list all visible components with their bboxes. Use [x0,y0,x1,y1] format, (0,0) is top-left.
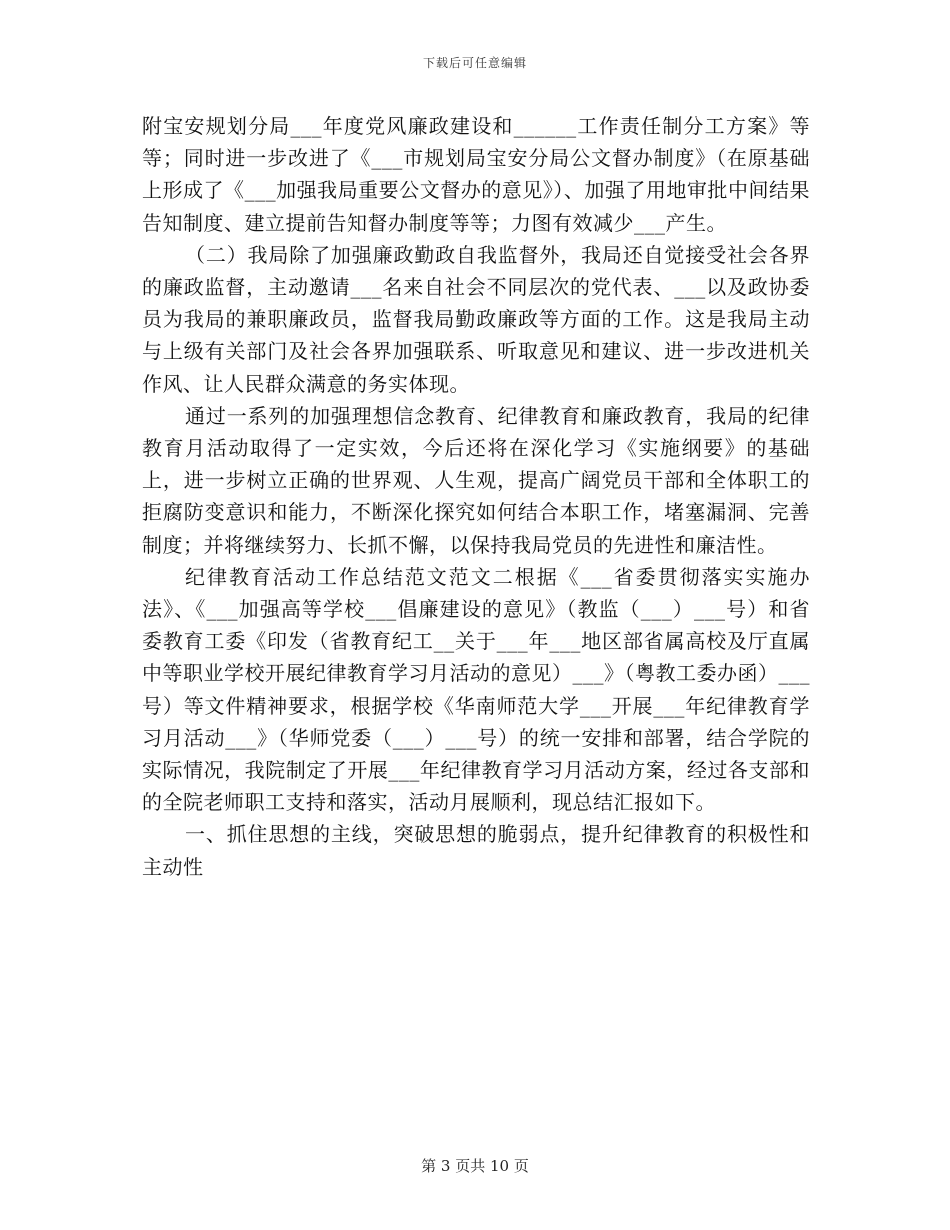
paragraph-continuation: 附宝安规划分局___年度党风廉政建设和______工作责任制分工方案》等等；同时进一步改进了《___市规划局宝安分局公文督办制度》（在原基础上形成了《___加强我局重要公文督办的意见》）、加强了用地审批中间结果告知制度、建立提前告知督办制度等等；力图有效减少___产生。 [142,114,810,235]
paragraph-supervision: （二）我局除了加强廉政勤政自我监督外，我局还自觉接受社会各界的廉政监督，主动邀请___名来自社会不同层次的党代表、___以及政协委员为我局的兼职廉政员，监督我局勤政廉政等方面的工作。这是我局主动与上级有关部门及社会各界加强联系、听取意见和建议、进一步改进机关作风、让人民群众满意的务实体现。 [142,242,810,396]
paragraph-sample-two: 纪律教育活动工作总结范文范文二根据《___省委贯彻落实实施办法》、《___加强高等学校___倡廉建设的意见》（教监（___）___号）和省委教育工委《印发（省教育纪工__关于___年___地区部省属高校及厅直属中等职业学校开展纪律教育学习月活动的意见）___》（粤教工委办函）___号）等文件精神要求，根据学校《华南师范大学___开展___年纪律教育学习月活动___》（华师党委（___）___号）的统一安排和部署，结合学院的实际情况，我院制定了开展___年纪律教育学习月活动方案，经过各支部和的全院老师职工支持和落实，活动月展顺利，现总结汇报如下。 [142,564,810,815]
page-header: 下载后可任意编辑 [422,56,527,70]
page-number: 第 3 页共 10 页 [421,1157,529,1175]
paragraph-section-heading: 一、抓住思想的主线，突破思想的脆弱点，提升纪律教育的积极性和主动性 [142,822,810,879]
document-body [142,110,810,883]
paragraph-conclusion: 通过一系列的加强理想信念教育、纪律教育和廉政教育，我局的纪律教育月活动取得了一定实效，今后还将在深化学习《实施纲要》的基础上，进一步树立正确的世界观、人生观，提高广阔党员干部和全体职工的拒腐防变意识和能力，不断深化探究如何结合本职工作，堵塞漏洞、完善制度；并将继续努力、长抓不懈，以保持我局党员的先进性和廉洁性。 [142,403,810,557]
